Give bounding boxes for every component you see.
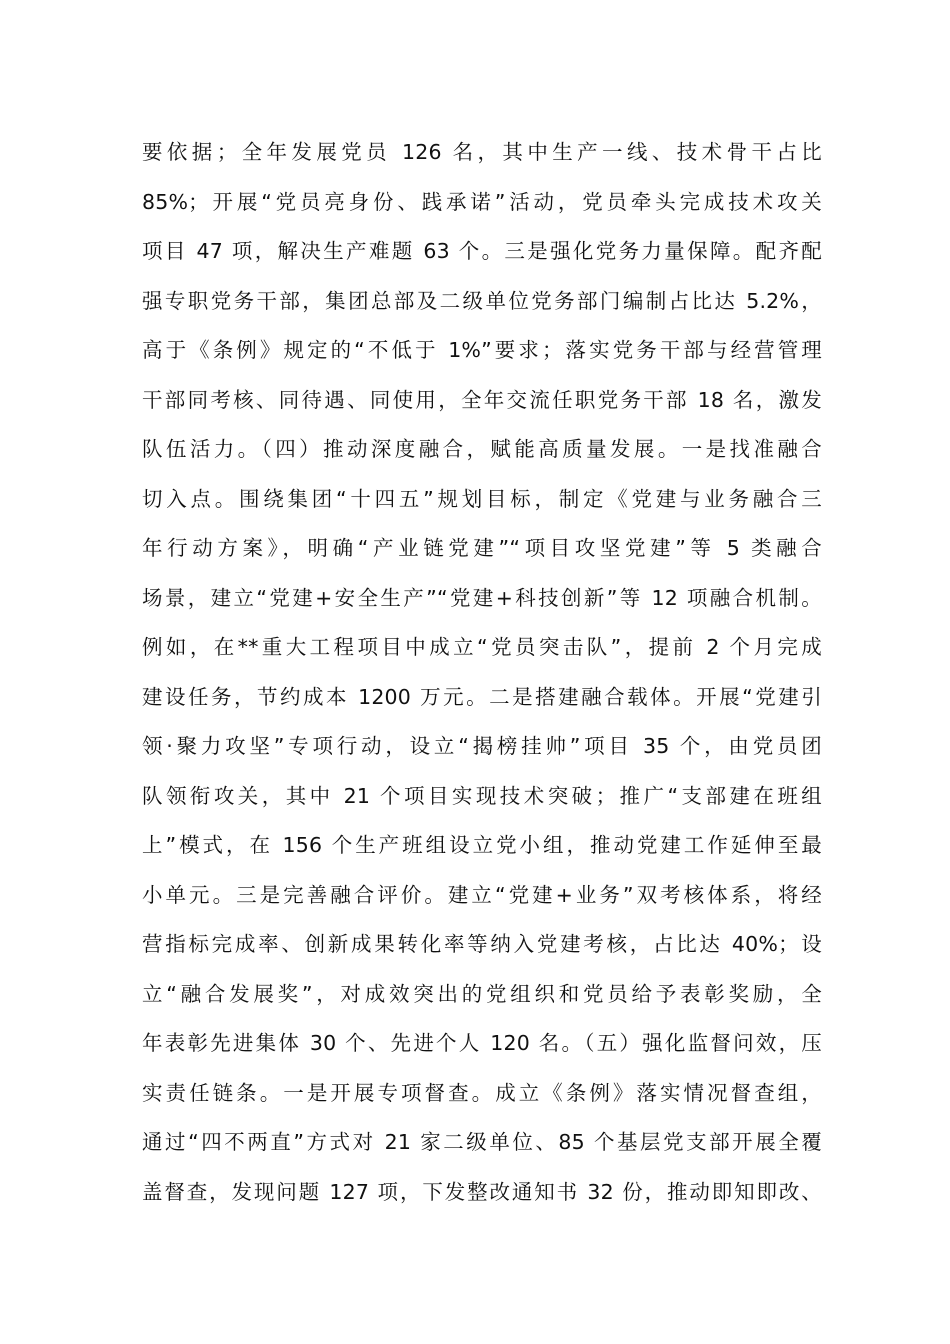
text-line: 高于《条例》规定的“不低于 1%”要求；落实党务干部与经营管理 [142,338,822,362]
text-line: 干部同考核、同待遇、同使用，全年交流任职党务干部 18 名，激发 [142,387,822,412]
text-line: 领·聚力攻坚”专项行动，设立“揭榜挂帅”项目 35 个，由党员团 [142,734,822,758]
text-line: 立“融合发展奖”，对成效突出的党组织和党员给予表彰奖励，全 [142,981,822,1006]
text-line: 85%；开展“党员亮身份、践承诺”活动，党员牵头完成技术攻关 [142,189,822,214]
text-line: 场景，建立“党建+安全生产”“党建+科技创新”等 12 项融合机制。 [142,585,822,610]
text-line: 强专职党务干部，集团总部及二级单位党务部门编制占比达 5.2%， [142,288,822,313]
text-line: 年行动方案》，明确“产业链党建”“项目攻坚党建”等 5 类融合 [142,536,822,560]
text-line: 例如，在**重大工程项目中成立“党员突击队”，提前 2 个月完成 [142,635,822,659]
text-line: 建设任务，节约成本 1200 万元。二是搭建融合载体。开展“党建引 [142,684,822,709]
text-line: 营指标完成率、创新成果转化率等纳入党建考核，占比达 40%；设 [142,932,822,956]
text-line: 要依据；全年发展党员 126 名，其中生产一线、技术骨干占比 [142,140,822,164]
text-line: 通过“四不两直”方式对 21 家二级单位、85 个基层党支部开展全覆 [142,1130,822,1154]
text-line: 实责任链条。一是开展专项督查。成立《条例》落实情况督查组， [142,1080,822,1105]
body-text [142,128,822,1217]
text-line: 年表彰先进集体 30 个、先进个人 120 名。（五）强化监督问效，压 [142,1031,822,1055]
text-line: 小单元。三是完善融合评价。建立“党建+业务”双考核体系，将经 [142,882,822,907]
text-line: 盖督查，发现问题 127 项，下发整改通知书 32 份，推动即知即改、 [142,1179,822,1204]
text-line: 队领衔攻关，其中 21 个项目实现技术突破；推广“支部建在班组 [142,783,822,808]
text-line: 上”模式，在 156 个生产班组设立党小组，推动党建工作延伸至最 [142,833,822,857]
text-line: 项目 47 项，解决生产难题 63 个。三是强化党务力量保障。配齐配 [142,239,822,263]
text-line: 切入点。围绕集团“十四五”规划目标，制定《党建与业务融合三 [142,486,822,511]
text-line: 队伍活力。（四）推动深度融合，赋能高质量发展。一是找准融合 [142,437,822,461]
